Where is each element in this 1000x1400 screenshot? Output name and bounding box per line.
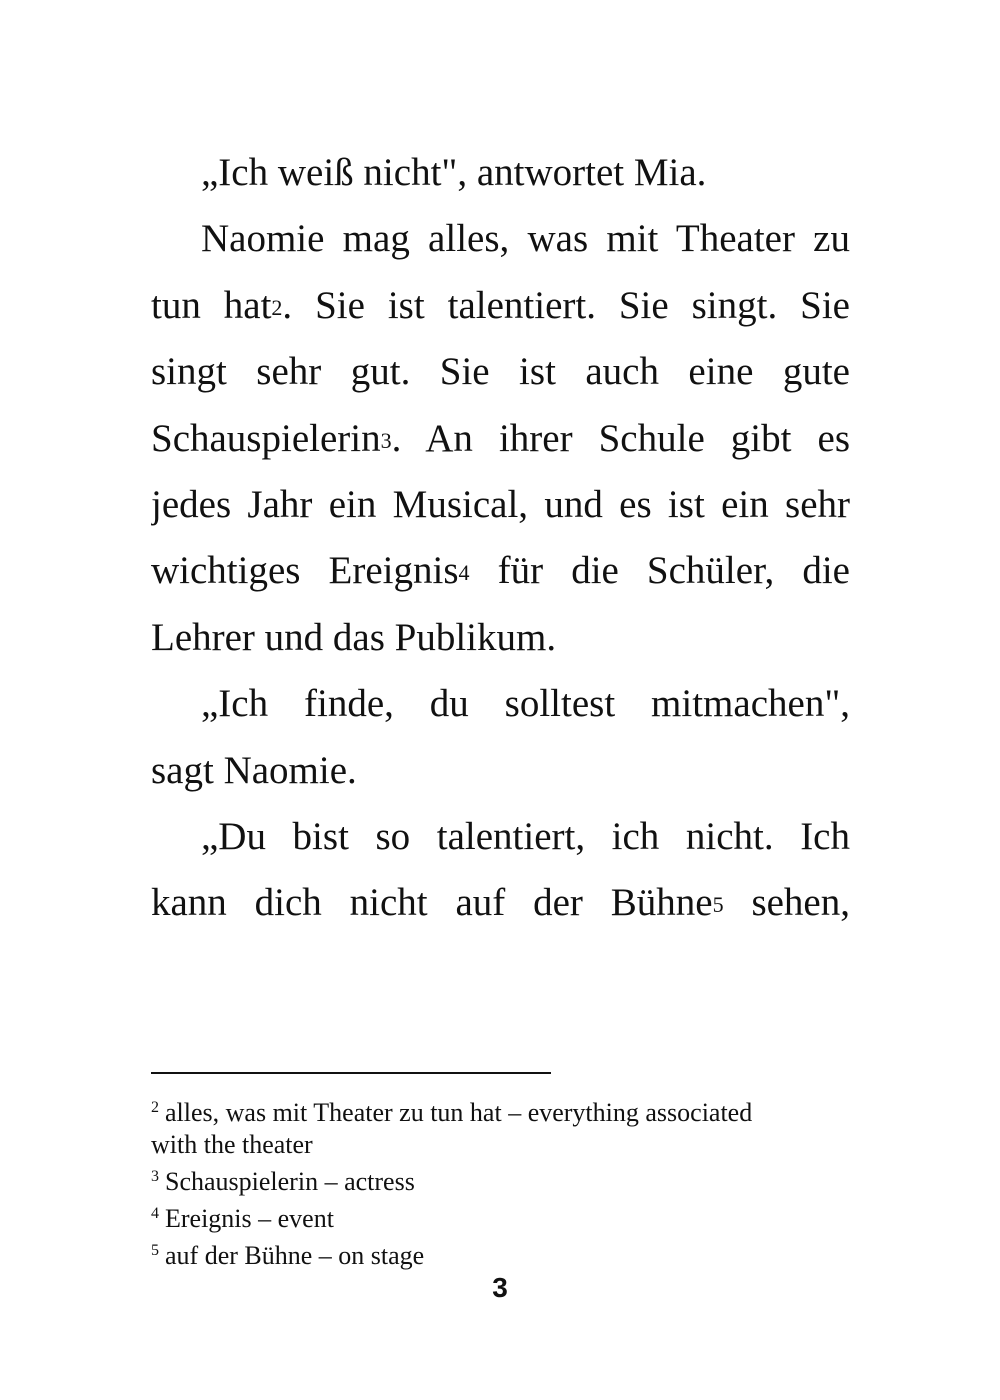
text-line bbox=[151, 339, 850, 405]
footnotes bbox=[151, 1092, 831, 1272]
footnote-number: 5 bbox=[151, 1242, 159, 1259]
footnote bbox=[151, 1161, 831, 1198]
footnote bbox=[151, 1198, 831, 1235]
text-line bbox=[151, 206, 850, 272]
text: Schauspielerin bbox=[151, 416, 381, 460]
text-line bbox=[151, 671, 850, 737]
text: sagt Naomie. bbox=[151, 748, 357, 792]
text-line bbox=[151, 472, 850, 538]
text: . An ihrer Schule gibt es bbox=[391, 416, 850, 460]
footnote-number: 4 bbox=[151, 1205, 159, 1222]
text-line bbox=[151, 605, 850, 671]
footnote-text: Schauspielerin – actress bbox=[165, 1167, 415, 1196]
text: Lehrer und das Publikum. bbox=[151, 615, 557, 659]
text: „Ich weiß nicht", antwortet Mia. bbox=[201, 151, 707, 194]
text-line bbox=[151, 273, 850, 339]
text: „Du bist so talentiert, ich nicht. Ich bbox=[201, 814, 850, 858]
footnote-ref: 2 bbox=[271, 294, 283, 320]
footnote-ref: 4 bbox=[458, 560, 470, 586]
footnote-ref: 3 bbox=[380, 427, 392, 453]
page-number: 3 bbox=[492, 1272, 508, 1303]
text: singt sehr gut. Sie ist auch eine gute bbox=[151, 350, 850, 394]
footnote-divider bbox=[151, 1072, 551, 1074]
text-line bbox=[151, 406, 850, 472]
footnote-number: 2 bbox=[151, 1099, 159, 1116]
footnote-continuation: with the theater bbox=[151, 1130, 313, 1159]
body-text bbox=[151, 140, 850, 937]
text: . Sie ist talentiert. Sie singt. Sie bbox=[282, 283, 850, 327]
footnote-text: Ereignis – event bbox=[165, 1204, 334, 1233]
text: „Ich finde, du solltest mitmachen", bbox=[201, 682, 850, 726]
text-line bbox=[151, 738, 850, 804]
text: sehen, bbox=[723, 881, 850, 925]
text: Naomie mag alles, was mit Theater zu bbox=[201, 217, 850, 261]
text: für die Schüler, die bbox=[469, 549, 850, 593]
text-line bbox=[151, 804, 850, 870]
text: wichtiges Ereignis bbox=[151, 549, 459, 593]
footnote bbox=[151, 1235, 831, 1272]
footnote bbox=[151, 1092, 831, 1129]
text-line bbox=[151, 140, 850, 206]
text-line bbox=[151, 870, 850, 936]
text: tun hat bbox=[151, 283, 272, 327]
footnote-ref: 5 bbox=[712, 892, 724, 918]
footnote-number: 3 bbox=[151, 1168, 159, 1185]
footnote-text: alles, was mit Theater zu tun hat – everything associated bbox=[165, 1098, 753, 1127]
text: jedes Jahr ein Musical, und es ist ein sehr bbox=[151, 482, 850, 526]
footnote-text: auf der Bühne – on stage bbox=[165, 1241, 425, 1270]
text-line bbox=[151, 538, 850, 604]
text: kann dich nicht auf der Bühne bbox=[151, 881, 713, 925]
